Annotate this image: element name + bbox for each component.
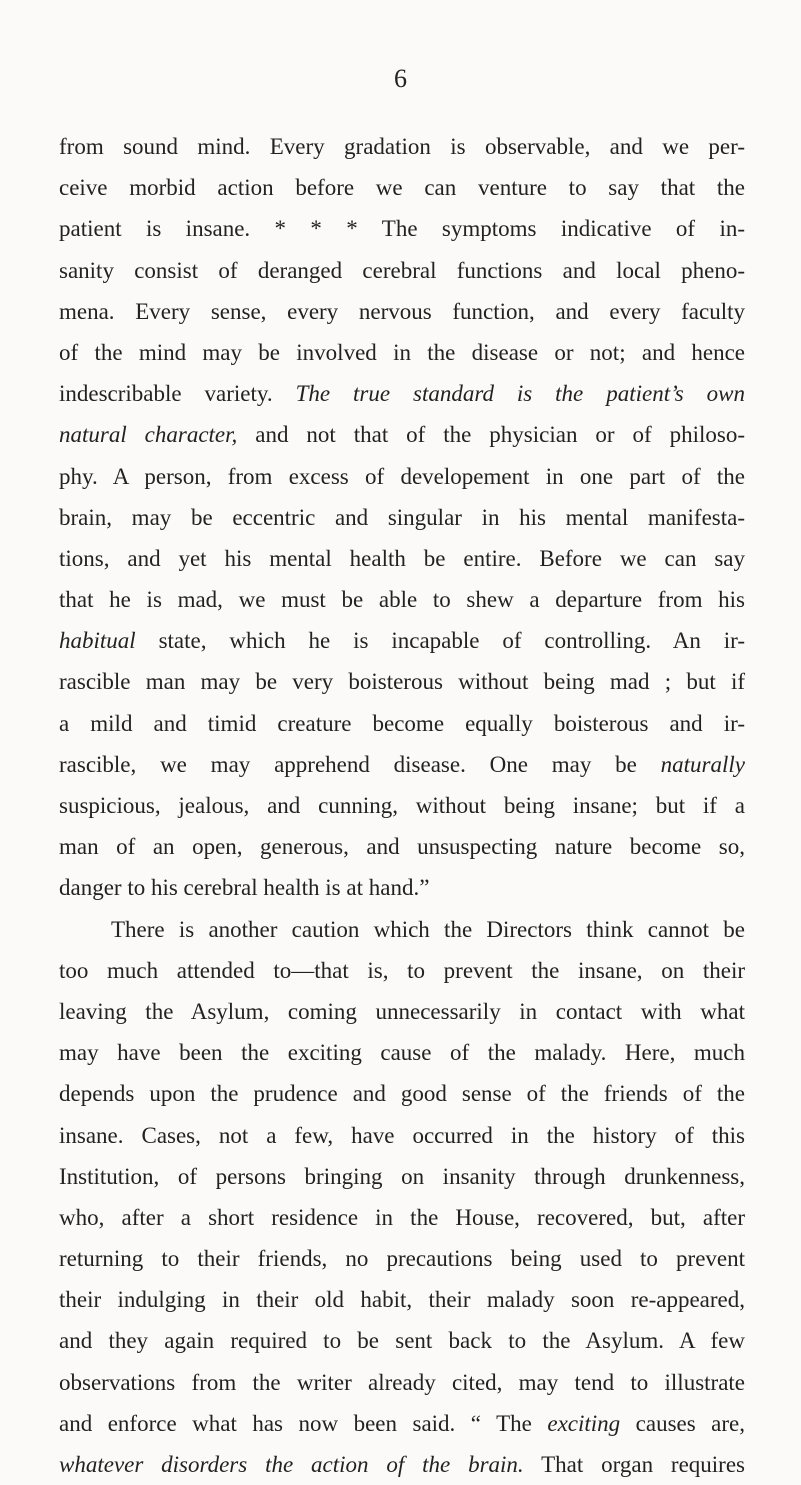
- line-text: danger to his cerebral health is at hand.”: [59, 875, 430, 901]
- line-text: man of an open, generous, and unsuspecting nature become so,: [59, 834, 745, 860]
- text-line: [59, 291, 745, 332]
- text-line: [59, 826, 745, 867]
- text-line: [59, 332, 745, 373]
- line-text: Institution, of persons bringing on insanity through drunkenness,: [59, 1163, 745, 1189]
- line-text: causes are,: [620, 1410, 745, 1436]
- line-text: There is another caution which the Directors think cannot be: [111, 916, 745, 942]
- text-line: [59, 661, 745, 702]
- text-line: [59, 208, 745, 249]
- line-text: and enforce what has now been said. “ The: [59, 1410, 548, 1436]
- line-text: their indulging in their old habit, their malady soon re-appeared,: [59, 1287, 745, 1313]
- text-line: [59, 373, 745, 414]
- line-text: and they again required to be sent back to the Asylum. A few: [59, 1328, 745, 1354]
- text-line: [59, 1197, 745, 1238]
- line-text: and not that of the physician or of philoso-: [237, 422, 745, 448]
- line-text: rascible, we may apprehend disease. One may be: [59, 751, 661, 777]
- page-number: 6: [394, 64, 407, 93]
- text-line: [59, 167, 745, 208]
- text-line: [59, 1362, 745, 1403]
- line-text: depends upon the prudence and good sense of the friends of the: [59, 1081, 745, 1107]
- line-text: indescribable variety.: [59, 381, 273, 407]
- line-text: tions, and yet his mental health be entire. Before we can say: [59, 545, 745, 571]
- italic-text: whatever disorders the action of the brain.: [59, 1452, 524, 1477]
- line-text: a mild and timid creature become equally boisterous and ir-: [59, 710, 745, 736]
- line-text: leaving the Asylum, coming unnecessarily in contact with what: [59, 998, 745, 1024]
- line-text: returning to their friends, no precautions being used to prevent: [59, 1246, 745, 1272]
- text-line: [59, 991, 745, 1032]
- line-text: may have been the exciting cause of the malady. Here, much: [59, 1040, 745, 1066]
- line-text: of the mind may be involved in the disease or not; and hence: [59, 339, 745, 365]
- line-text: ceive morbid action before we can venture to say that the: [59, 175, 745, 201]
- line-text: insane. Cases, not a few, have occurred in the history of this: [59, 1122, 745, 1148]
- text-line: [59, 1156, 745, 1197]
- italic-text: exciting: [547, 1410, 621, 1436]
- line-text: patient is insane. * * * The symptoms indicative of in-: [59, 216, 745, 242]
- text-line: [59, 1032, 745, 1073]
- text-line: [59, 538, 745, 579]
- text-line: [59, 1073, 745, 1114]
- text-line: [59, 1279, 745, 1320]
- text-line: [59, 456, 745, 497]
- line-text: sanity consist of deranged cerebral functions and local pheno-: [59, 257, 745, 283]
- text-line: [59, 909, 745, 950]
- line-text: state, which he is incapable of controlling. An ir-: [135, 628, 745, 654]
- text-line: [59, 867, 745, 908]
- italic-text: habitual: [59, 628, 136, 654]
- italic-text: natural character,: [59, 422, 238, 448]
- text-line: [59, 744, 745, 785]
- body-text: [59, 126, 745, 1485]
- italic-text: The true standard is the patient’s own: [272, 381, 745, 407]
- text-line: [59, 785, 745, 826]
- text-line: [59, 497, 745, 538]
- text-line: [59, 250, 745, 291]
- text-line: [59, 414, 745, 455]
- text-line: [59, 126, 745, 167]
- text-line: [59, 1444, 745, 1485]
- line-text: too much attended to—that is, to prevent the insane, on their: [59, 957, 745, 983]
- text-line: [59, 579, 745, 620]
- text-line: [59, 950, 745, 991]
- line-text: from sound mind. Every gradation is observable, and we per-: [59, 134, 745, 159]
- text-line: [59, 1320, 745, 1361]
- line-text: observations from the writer already cited, may tend to illustrate: [59, 1369, 745, 1395]
- line-text: mena. Every sense, every nervous function, and every faculty: [59, 298, 745, 324]
- line-text: that he is mad, we must be able to shew a departure from his: [59, 587, 745, 613]
- text-line: [59, 703, 745, 744]
- text-line: [59, 1115, 745, 1156]
- line-text: brain, may be eccentric and singular in his mental manifesta-: [59, 504, 745, 530]
- text-line: [59, 1238, 745, 1279]
- line-text: suspicious, jealous, and cunning, without being insane; but if a: [59, 793, 745, 818]
- line-text: phy. A person, from excess of developement in one part of the: [59, 463, 745, 489]
- line-text: who, after a short residence in the House, recovered, but, after: [59, 1204, 745, 1230]
- line-text: rascible man may be very boisterous without being mad ; but if: [59, 669, 745, 695]
- line-text: That organ requires: [523, 1452, 746, 1477]
- text-line: [59, 620, 745, 661]
- text-line: [59, 1403, 745, 1444]
- italic-text: naturally: [660, 751, 745, 777]
